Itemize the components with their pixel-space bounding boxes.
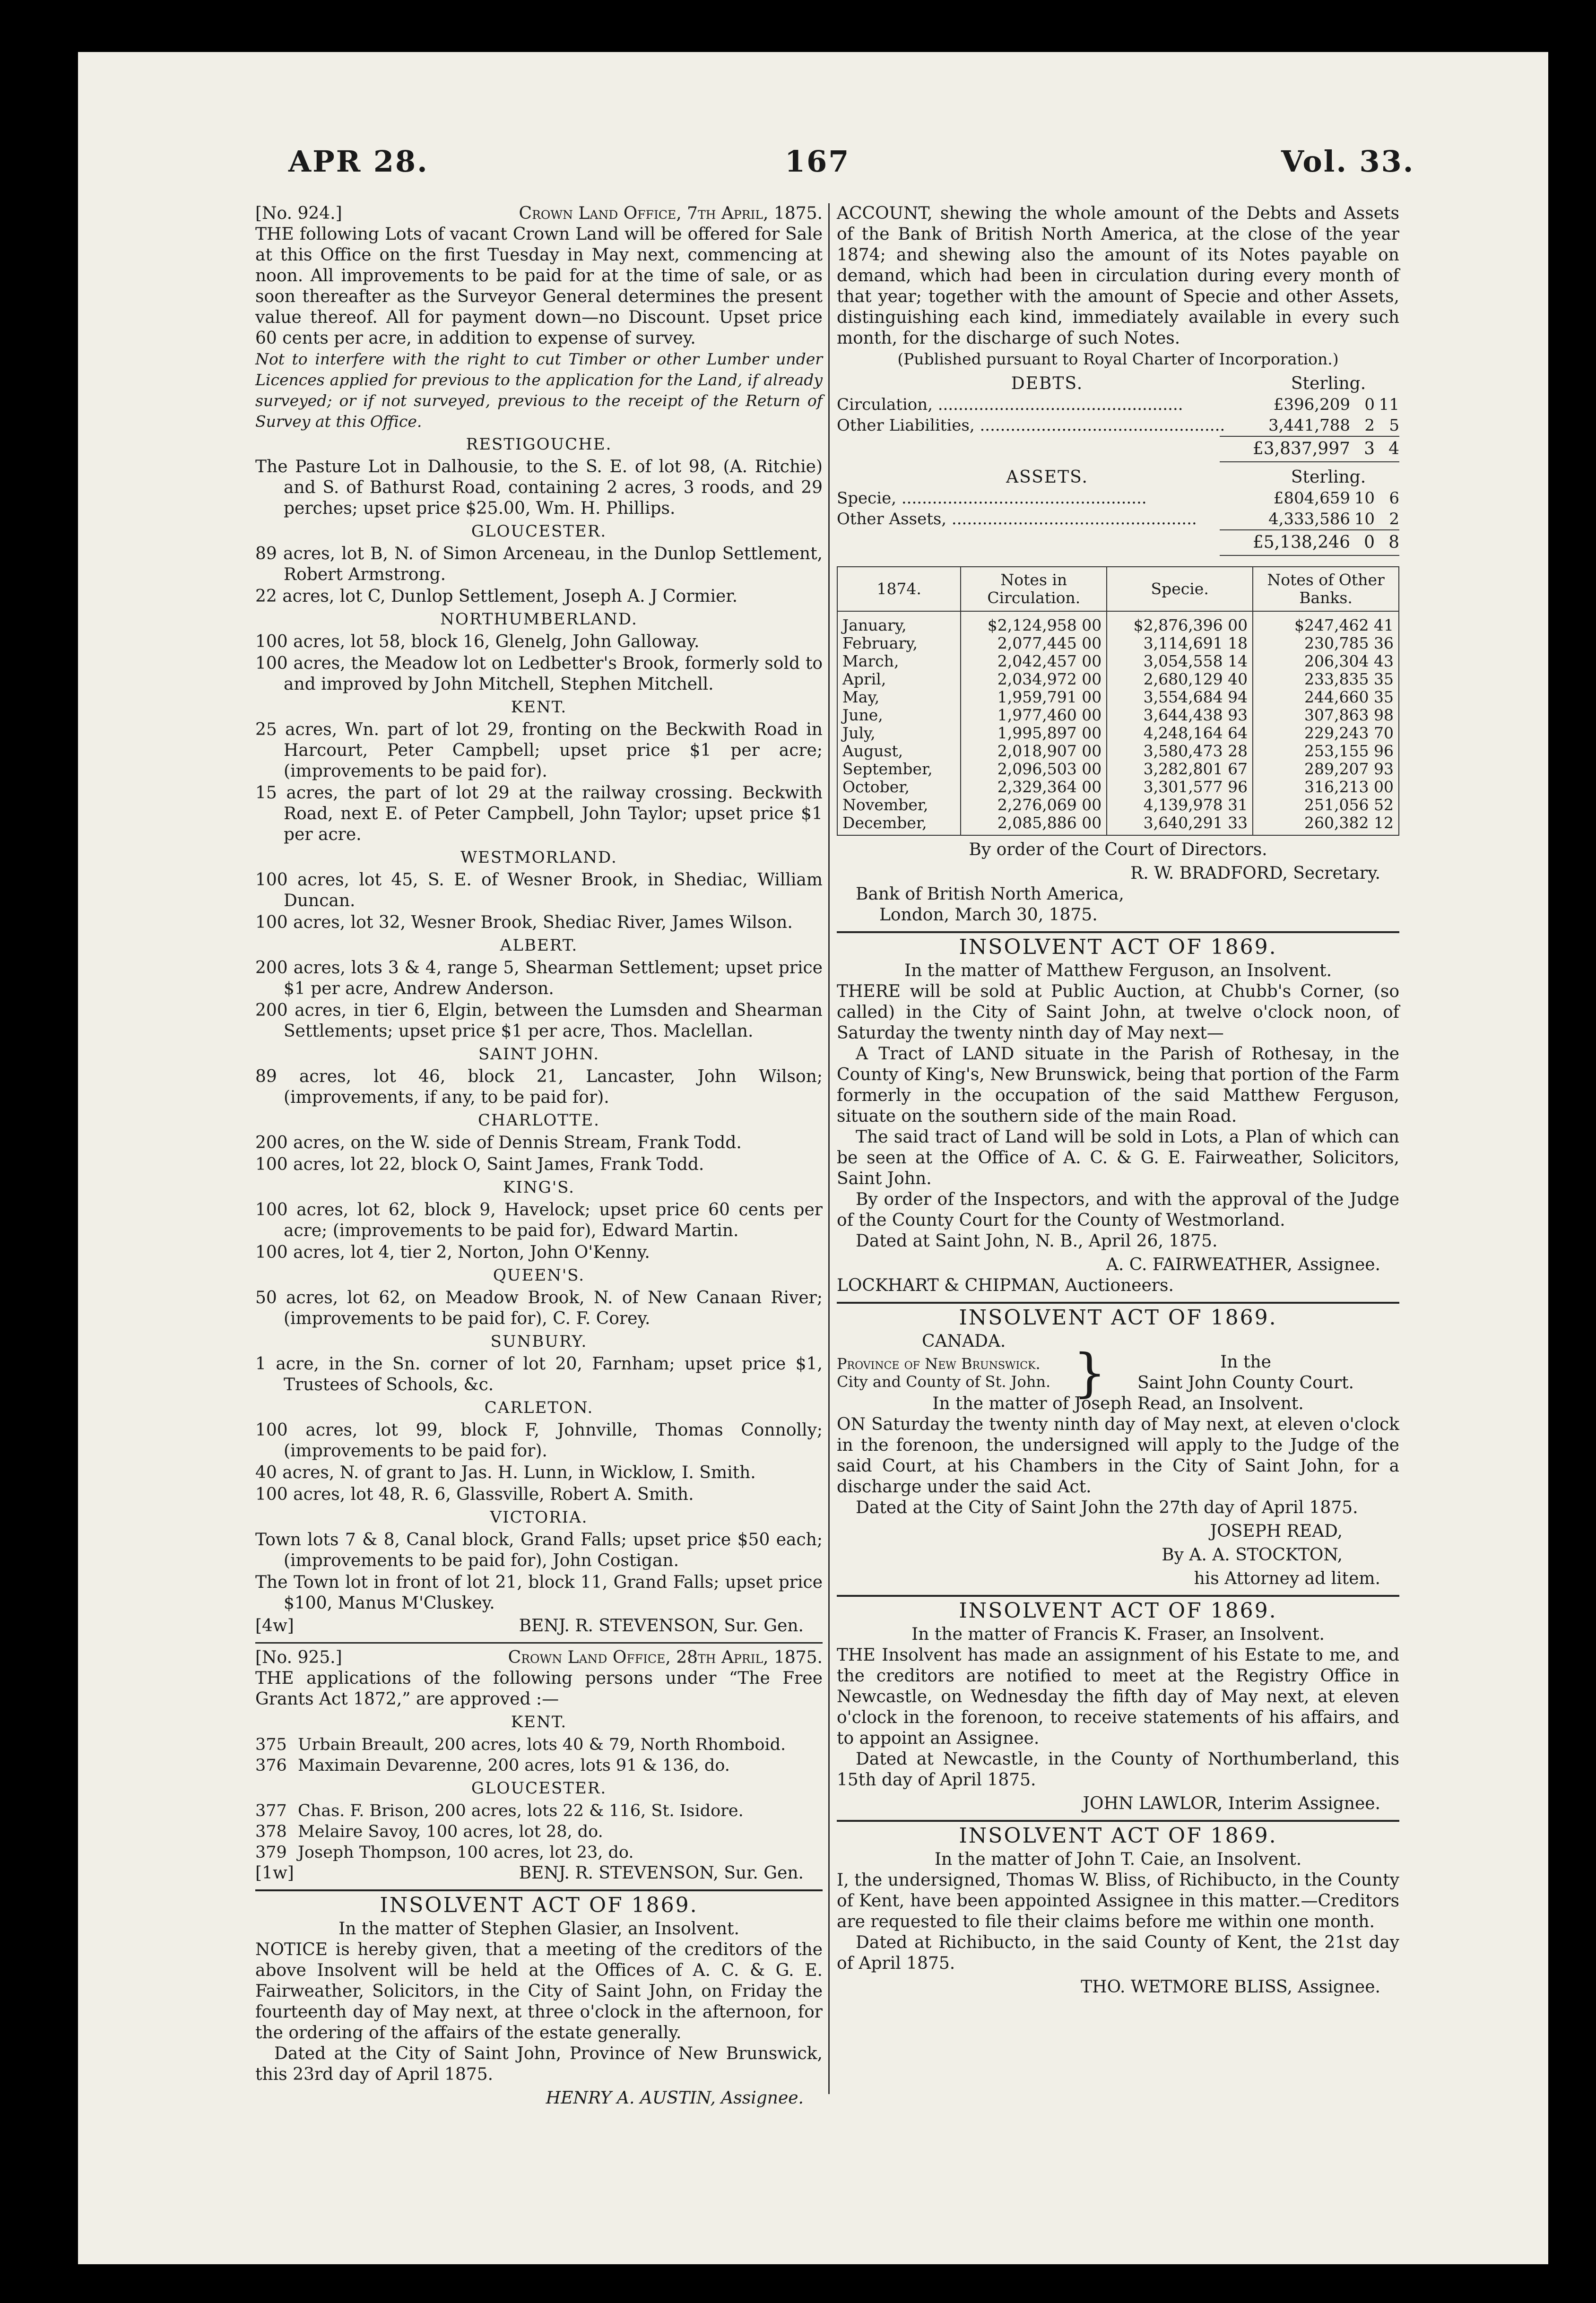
lot-entry: 200 acres, on the W. side of Dennis Stream, Frank Todd. [255,1133,742,1152]
table-row [837,760,1399,778]
notice-924-footer [255,1616,823,1636]
insolvent-notice-caie [837,1826,1399,1998]
table-row [837,796,1399,814]
table-cell: 3,644,438 93 [1107,706,1253,724]
table-cell: 251,056 52 [1253,796,1399,814]
table-cell: 229,243 70 [1253,724,1399,742]
line-pence: 2 [1389,510,1399,528]
lot-entry: 200 acres, in tier 6, Elgin, between the Lumsden and Shearman Settlements; upset price $1 per acre, Thos. Maclellan. [255,1001,823,1041]
table-cell: 244,660 35 [1253,688,1399,706]
bank-order: By order of the Court of Directors. [969,840,1267,859]
table-cell: 3,054,558 14 [1107,652,1253,670]
notice-timber-note: Not to interfere with the right to cut Timber or other Lumber under Licences applied for previous to the application for the Land, if already surveyed; or if not surveyed, previous to the receipt of the Return of Survey at this Office. [255,350,823,431]
table-cell: 3,640,291 33 [1107,814,1253,835]
lot-entry: 50 acres, lot 62, on Meadow Brook, N. of New Canaan River; (improvements to be paid for), C. F. Corey. [255,1288,823,1328]
lot-entry: 22 acres, lot C, Dunlop Settlement, Joseph A. J Cormier. [255,587,738,606]
assets-heading-row [837,467,1399,488]
notice-paragraph: The said tract of Land will be sold in Lots, a Plan of which can be seen at the Office of A. C. & G. E. Fairweather, Solicitors, Saint John. [837,1127,1399,1188]
notice-title: INSOLVENT ACT OF 1869. [959,1824,1277,1848]
monthly-notes-table [837,566,1399,836]
table-cell: 4,139,978 31 [1107,796,1253,814]
table-cell: 3,580,473 28 [1107,742,1253,760]
assignee-signature: HENRY A. AUSTIN, Assignee. [546,2088,804,2108]
notice-tag: [1w] [255,1863,294,1883]
crown-land-notice-924 [255,203,823,1636]
county-heading: GLOUCESTER. [471,522,607,541]
separator [837,1595,1399,1597]
line-label: Other Assets, [837,510,947,528]
table-cell: 316,213 00 [1253,778,1399,796]
lot-entry: 100 acres, lot 22, block O, Saint James, Frank Todd. [255,1155,704,1174]
right-column [837,203,1399,1998]
table-row [837,688,1399,706]
county-heading: RESTIGOUCHE. [466,435,612,454]
county-heading: SUNBURY. [490,1332,588,1351]
table-cell: 3,554,684 94 [1107,688,1253,706]
notice-tag: [4w] [255,1616,294,1636]
separator [837,1302,1399,1304]
grant-number: 378 [255,1822,287,1841]
line-pounds: 3,441,788 [1268,416,1350,435]
lot-entry: 100 acres, lot 99, block F, Johnville, Thomas Connolly; (improvements to be paid for). [255,1420,823,1461]
header-page-number: 167 [785,144,850,179]
notice-title: INSOLVENT ACT OF 1869. [959,935,1277,959]
notice-title: INSOLVENT ACT OF 1869. [380,1893,698,1917]
table-cell: 2,329,364 00 [961,778,1107,796]
notice-body: THE Insolvent has made an assignment of his Estate to me, and the creditors are notified to meet at the Registry Office in Newcastle, on Wednesday the fifth day of May next, at eleven o'clock in the forenoon, to receive statements of his affairs, and to appoint an Assignee. [837,1645,1399,1748]
table-cell: 3,282,801 67 [1107,760,1253,778]
line-shillings: 10 [1354,489,1375,508]
notice-dated: Dated at Richibucto, in the said County of Kent, the 21st day of April 1875. [837,1933,1399,1973]
line-pounds: 4,333,586 [1268,510,1350,528]
debt-line [837,394,1399,415]
line-pence: 6 [1389,489,1399,508]
table-row [837,724,1399,742]
crown-land-notice-925 [255,1647,823,1884]
col-header-year: 1874. [837,567,961,611]
separator [255,1889,823,1891]
section-heading-gloucester: GLOUCESTER. [471,1779,607,1798]
lot-entry: 89 acres, lot B, N. of Simon Arceneau, in the Dunlop Settlement, Robert Armstrong. [255,544,823,584]
lot-entry: 100 acres, lot 4, tier 2, Norton, John O'Kenny. [255,1243,650,1262]
city-label: City and County of St. John. [837,1373,1051,1391]
debts-total [1220,436,1399,462]
table-cell: 2,680,129 40 [1107,670,1253,688]
grant-text: Joseph Thompson, 100 acres, lot 23, do. [298,1843,634,1862]
line-pence: 5 [1389,416,1399,435]
table-row [837,670,1399,688]
table-cell: August, [837,742,961,760]
separator [837,931,1399,933]
table-cell: 2,077,445 00 [961,634,1107,652]
lot-entry: The Pasture Lot in Dalhousie, to the S. E. of lot 98, (A. Ritchie) and S. of Bathurst Road, containing 2 acres, 3 roods, and 29 perches; upset price $25.00, Wm. H. Phillips. [255,457,823,518]
insolvent-notice-glasier [255,1895,823,2109]
line-shillings: 0 [1364,395,1375,414]
assets-total-row [837,529,1399,556]
signature-line: By A. A. STOCKTON, [1162,1545,1343,1565]
table-row [837,706,1399,724]
total-pounds: £3,837,997 [1252,439,1350,459]
line-pounds: £396,209 [1273,395,1350,414]
grant-row [255,1842,823,1863]
notice-924-heading [255,203,823,224]
table-cell: October, [837,778,961,796]
court-line: In the [1220,1352,1271,1372]
table-cell: 2,276,069 00 [961,796,1107,814]
notice-paragraph: THERE will be sold at Public Auction, at Chubb's Corner, (so called) in the City of Saint John, at twelve o'clock noon, of Saturday the twenty ninth day of May next— [837,982,1399,1043]
notice-intro: THE applications of the following persons under “The Free Grants Act 1872,” are approved :— [255,1669,823,1709]
bank-place: Bank of British North America, [856,884,1124,904]
surveyor-signature: BENJ. R. STEVENSON, Sur. Gen. [519,1863,804,1883]
table-row [837,634,1399,652]
table-cell: 2,085,886 00 [961,814,1107,835]
lot-entry: 1 acre, in the Sn. corner of lot 20, Farnham; upset price $1, Trustees of Schools, &c. [255,1354,823,1394]
total-pence: 4 [1388,439,1399,459]
table-cell: June, [837,706,961,724]
assets-label: ASSETS. [1006,468,1088,487]
grant-row [255,1755,823,1776]
notice-dated: Dated at the City of Saint John the 27th day of April 1875. [856,1498,1358,1517]
sterling-label: Sterling. [1291,468,1366,487]
surveyor-signature: BENJ. R. STEVENSON, Sur. Gen. [519,1616,804,1636]
total-shillings: 3 [1364,439,1375,459]
notice-number: [No. 925.] [255,1648,342,1667]
grant-number: 376 [255,1756,287,1775]
table-cell: March, [837,652,961,670]
col-header-other-banks: Notes of Other Banks. [1253,567,1399,611]
grant-number: 379 [255,1843,287,1862]
total-pounds: £5,138,246 [1252,533,1350,552]
insolvent-notice-fraser [837,1601,1399,1814]
asset-label: Specie, ................................................ [837,489,1147,508]
table-cell: July, [837,724,961,742]
lot-entry: 15 acres, the part of lot 29 at the railway crossing. Beckwith Road, next E. of Peter Campbell, John Taylor; upset price $1 per acre. [255,783,823,844]
table-cell: 1,995,897 00 [961,724,1107,742]
table-row [837,814,1399,835]
line-label: Other Liabilities, [837,416,975,435]
table-row [837,652,1399,670]
asset-label: Other Assets, ................................................ [837,510,1197,528]
table-cell: $2,124,958 00 [961,611,1107,634]
table-cell: $247,462 41 [1253,611,1399,634]
separator [255,1642,823,1644]
debts-label: DEBTS. [1011,374,1084,393]
table-cell: December, [837,814,961,835]
court-line: Saint John County Court. [1137,1373,1354,1393]
bank-published-note: (Published pursuant to Royal Charter of Incorporation.) [897,350,1339,368]
table-cell: 1,977,460 00 [961,706,1107,724]
total-pence: 8 [1388,533,1399,552]
lot-entry: 25 acres, Wn. part of lot 29, fronting on the Beckwith Road in Harcourt, Peter Campbell; upset price $1 per acre; (improvements to be paid for). [255,720,823,781]
table-cell: January, [837,611,961,634]
county-heading: KENT. [511,698,567,717]
left-column [255,203,823,2109]
table-cell: 307,863 98 [1253,706,1399,724]
sterling-label: Sterling. [1291,374,1366,393]
table-cell: 1,959,791 00 [961,688,1107,706]
county-heading: KING'S. [503,1178,575,1197]
debt-line [837,415,1399,436]
jurisdiction [837,1355,1073,1391]
assignee-signature: A. C. FAIRWEATHER, Assignee. [1106,1255,1380,1274]
table-cell: 3,301,577 96 [1107,778,1253,796]
notice-intro: THE following Lots of vacant Crown Land will be offered for Sale at this Office on the first Tuesday in May next, commencing at noon. All improvements to be paid for at the time of sale, or as soon thereafter as the Surveyor General determines the present value thereof. All for payment down—no Discount. Upset price 60 cents per acre, in addition to expense of survey. [255,225,823,348]
lot-entry: 100 acres, lot 45, S. E. of Wesner Brook, in Shediac, William Duncan. [255,870,823,910]
table-cell: 2,096,503 00 [961,760,1107,778]
asset-line [837,509,1399,529]
line-pounds: £804,659 [1273,489,1350,508]
county-heading: CHARLOTTE. [478,1111,600,1130]
table-cell: 2,018,907 00 [961,742,1107,760]
county-heading: WESTMORLAND. [460,848,617,867]
lot-entry: 100 acres, lot 62, block 9, Havelock; upset price 60 cents per acre; (improvements to be paid for), Edward Martin. [255,1200,823,1240]
signature-line: his Attorney ad litem. [1194,1569,1380,1588]
bank-account-notice [837,203,1399,926]
insolvent-notice-read [837,1307,1399,1589]
notice-paragraph: By order of the Inspectors, and with the approval of the Judge of the County Court for the County of Westmorland. [837,1190,1399,1230]
table-cell: 206,304 43 [1253,652,1399,670]
lot-entry: 40 acres, N. of grant to Jas. H. Lunn, in Wicklow, I. Smith. [255,1463,756,1482]
notice-body: ON Saturday the twenty ninth day of May next, at eleven o'clock in the forenoon, the undersigned will apply to the Judge of the said Court, at his Chambers in the City of Saint John, for a discharge under the said Act. [837,1415,1399,1497]
section-heading-kent: KENT. [511,1713,567,1732]
table-header-row [837,567,1399,611]
lot-entry: 200 acres, lots 3 & 4, range 5, Shearman Settlement; upset price $1 per acre, Andrew Anderson. [255,958,823,998]
court-name [1092,1352,1399,1394]
col-header-specie: Specie. [1107,567,1253,611]
notice-matter: In the matter of Joseph Read, an Insolvent. [932,1394,1304,1413]
line-label: Specie, [837,489,897,508]
table-cell: 253,155 96 [1253,742,1399,760]
notice-title: INSOLVENT ACT OF 1869. [959,1306,1277,1330]
notice-matter: In the matter of John T. Caie, an Insolvent. [934,1850,1302,1869]
notice-paragraph: A Tract of LAND situate in the Parish of Rothesay, in the County of King's, New Brunswick, being that portion of the Farm formerly in the occupation of the said Matthew Ferguson, situate on the southern side of the main Road. [837,1044,1399,1126]
column-divider [828,203,830,2094]
lot-entry: 100 acres, lot 48, R. 6, Glassville, Robert A. Smith. [255,1485,694,1504]
notice-office-date: Crown Land Office, 28th April, 1875. [508,1648,823,1667]
table-body [837,611,1399,835]
header-date: APR 28. [288,144,429,179]
header-volume: Vol. 33. [1281,144,1415,179]
bank-date: London, March 30, 1875. [879,905,1098,925]
notice-matter: In the matter of Matthew Ferguson, an Insolvent. [904,961,1332,980]
insolvent-notice-ferguson [837,937,1399,1296]
debt-label: Other Liabilities, ................................................ [837,416,1225,435]
assets-total [1220,529,1399,556]
notice-title: INSOLVENT ACT OF 1869. [959,1599,1277,1623]
notice-body: NOTICE is hereby given, that a meeting of the creditors of the above Insolvent will be held at the Offices of A. C. & G. E. Fairweather, Solicitors, in the City of Saint John, on Friday the fourteenth day of May next, at three o'clock in the afternoon, for the ordering of the affairs of the estate generally. [255,1940,823,2043]
table-cell: $2,876,396 00 [1107,611,1253,634]
auctioneers: LOCKHART & CHIPMAN, Auctioneers. [837,1276,1174,1295]
line-pence: 11 [1379,395,1399,414]
notice-dated: Dated at the City of Saint John, Province of New Brunswick, this 23rd day of April 1875. [255,2044,823,2084]
county-heading: CARLETON. [484,1398,594,1417]
table-cell: November, [837,796,961,814]
grant-row [255,1734,823,1755]
notice-matter: In the matter of Stephen Glasier, an Insolvent. [338,1919,739,1939]
notice-dated: Dated at Saint John, N. B., April 26, 1875. [856,1231,1218,1251]
table-cell: April, [837,670,961,688]
line-shillings: 2 [1364,416,1375,435]
county-heading: VICTORIA. [490,1508,588,1527]
brace: } [1073,1342,1106,1403]
table-cell: 4,248,164 64 [1107,724,1253,742]
total-shillings: 0 [1364,533,1375,552]
table-cell: 2,042,457 00 [961,652,1107,670]
table-row [837,778,1399,796]
county-heading: QUEEN'S. [493,1266,585,1285]
grant-row [255,1821,823,1842]
lot-entry: 100 acres, the Meadow lot on Ledbetter's Brook, formerly sold to and improved by John Mitchell, Stephen Mitchell. [255,654,823,694]
notice-number: [No. 924.] [255,204,342,223]
lot-entry: Town lots 7 & 8, Canal block, Grand Falls; upset price $50 each; (improvements to be paid for), John Costigan. [255,1530,823,1570]
separator [837,1820,1399,1822]
table-cell: 230,785 36 [1253,634,1399,652]
grant-text: Urbain Breault, 200 acres, lots 40 & 79, North Rhomboid. [298,1735,786,1754]
bank-secretary: R. W. BRADFORD, Secretary. [1130,864,1380,883]
grant-number: 375 [255,1735,287,1754]
table-cell: 2,034,972 00 [961,670,1107,688]
table-cell: 3,114,691 18 [1107,634,1253,652]
col-header-circulation: Notes in Circulation. [961,567,1107,611]
table-cell: May, [837,688,961,706]
canada-label: CANADA. [922,1332,1006,1351]
table-cell: 260,382 12 [1253,814,1399,835]
line-shillings: 10 [1354,510,1375,528]
grant-number: 377 [255,1801,287,1820]
notice-dated: Dated at Newcastle, in the County of Northumberland, this 15th day of April 1875. [837,1749,1399,1790]
county-heading: ALBERT. [500,936,578,955]
county-heading: NORTHUMBERLAND. [440,610,638,629]
table-cell: 233,835 35 [1253,670,1399,688]
county-sections [255,434,823,1614]
table-cell: September, [837,760,961,778]
bank-intro: ACCOUNT, shewing the whole amount of the Debts and Assets of the Bank of British North America, at the close of the year 1874; and shewing also the amount of its Notes payable on demand, which had been in circulation during every month of that year; together with the amount of Specie and other Assets, distinguishing each kind, immediately available in every such month, for the discharge of such Notes. [837,204,1399,348]
assignee-signature: JOHN LAWLOR, Interim Assignee. [1083,1794,1380,1813]
grant-text: Chas. F. Brison, 200 acres, lots 22 & 116, St. Isidore. [298,1801,744,1820]
line-label: Circulation, [837,395,933,414]
notice-925-footer [255,1863,823,1884]
debt-label: Circulation, ................................................ [837,395,1183,414]
table-cell: February, [837,634,961,652]
signature-line: JOSEPH READ, [1210,1522,1343,1541]
grant-text: Melaire Savoy, 100 acres, lot 28, do. [298,1822,603,1841]
notice-body: I, the undersigned, Thomas W. Bliss, of Richibucto, in the County of Kent, have been appointed Assignee in this matter.—Creditors are requested to file their claims before me within one month. [837,1870,1399,1931]
notice-office-date: Crown Land Office, 7th April, 1875. [519,204,823,223]
lot-entry: 89 acres, lot 46, block 21, Lancaster, John Wilson; (improvements, if any, to be paid for). [255,1067,823,1107]
table-row [837,742,1399,760]
table-row [837,611,1399,634]
county-heading: SAINT JOHN. [478,1045,600,1064]
lot-entry: 100 acres, lot 32, Wesner Brook, Shediac River, James Wilson. [255,913,793,932]
assignee-signature: THO. WETMORE BLISS, Assignee. [1081,1977,1380,1997]
notice-925-heading [255,1647,823,1668]
grant-text: Maximain Devarenne, 200 acres, lots 91 & 136, do. [298,1756,730,1775]
table-cell: 289,207 93 [1253,760,1399,778]
grant-row [255,1801,823,1821]
asset-line [837,488,1399,509]
debts-total-row [837,436,1399,462]
province-label: Province of New Brunswick. [837,1355,1041,1373]
lot-entry: The Town lot in front of lot 21, block 11, Grand Falls; upset price $100, Manus M'Cluskey. [255,1573,823,1613]
notice-matter: In the matter of Francis K. Fraser, an Insolvent. [911,1625,1325,1644]
court-caption [837,1342,1399,1403]
debts-heading-row [837,373,1399,394]
lot-entry: 100 acres, lot 58, block 16, Glenelg, John Galloway. [255,632,700,651]
